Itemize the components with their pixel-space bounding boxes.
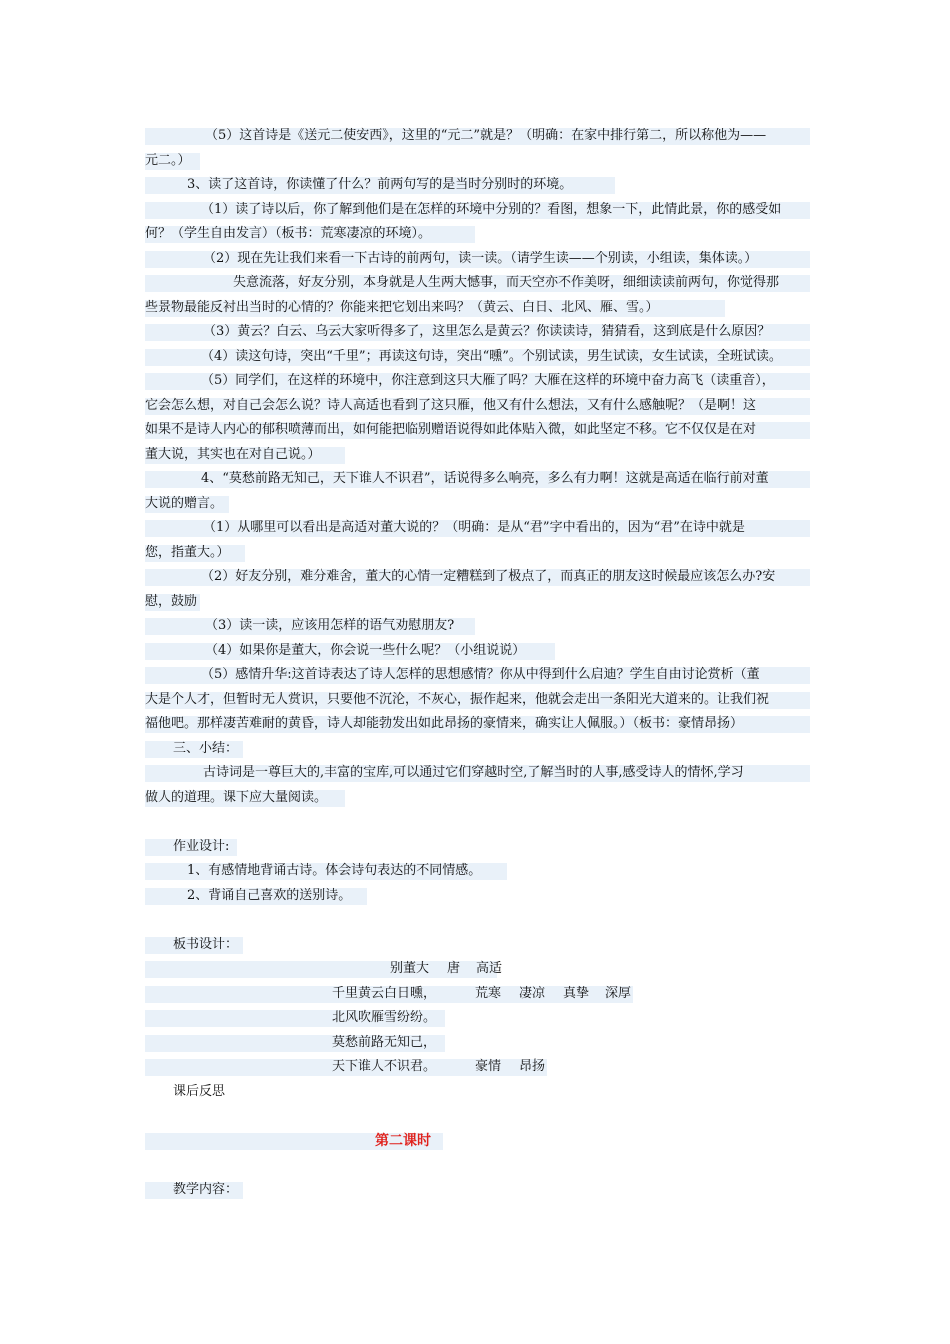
board-poem-line: 莫愁前路无知己， [332,1034,437,1050]
text-line [145,418,810,443]
section-title: 第二课时 [375,1132,431,1149]
board-note: 荒寒 [475,985,502,1001]
text-line [145,835,810,860]
line-text: （3）读一读，应该用怎样的语气劝慰朋友? [205,618,455,633]
line-text: 板书设计： [173,936,239,952]
board-row [145,1031,810,1056]
board-row [145,1006,810,1031]
board-note: 豪情 [475,1059,502,1074]
after-class-reflection: 课后反思 [173,1083,226,1099]
line-text: 董大说，其实也在对自己说。） [145,446,321,462]
text-line [145,516,810,541]
document-page [145,124,810,1202]
board-note: 深厚 [605,985,632,1001]
board-row [145,982,810,1007]
text-line [145,492,810,517]
line-text: （5）这首诗是《送元二使安西》，这里的“元二”就是？（明确：在家中排行第二，所以称他为—— [205,128,767,143]
line-text: 何？（学生自由发言）（板书：荒寒凄凉的环境）。 [145,226,432,241]
line-text: （2）好友分别，难分难舍，董大的心情一定糟糕到了极点了，而真正的朋友这时候最应该怎么办?安 [201,569,776,584]
text-line [145,884,810,909]
board-poem-title: 别董大 [390,961,430,976]
line-text: 古诗词是一尊巨大的,丰富的宝库,可以通过它们穿越时空,了解当时的人事,感受诗人的情怀,学习 [203,765,744,780]
text-line [145,149,810,174]
text-line [145,369,810,394]
text-line [145,345,810,370]
line-text: 3、读了这首诗，你读懂了什么？前两句写的是当时分别时的环境。 [187,177,573,192]
text-line [145,222,810,247]
text-line [145,443,810,468]
board-poem-line: 北风吹雁雪纷纷。 [332,1010,437,1025]
line-text: 如果不是诗人内心的郁积喷薄而出，如何能把临别赠语说得如此体贴入微，如此坚定不移。它不仅仅是在对 [145,422,757,437]
text-line [145,320,810,345]
line-text: 慰，鼓励 [145,593,198,609]
line-text: （5）同学们，在这样的环境中，你注意到这只大雁了吗？大雁在这样的环境中奋力高飞（读重音）， [201,373,775,388]
text-line [145,271,810,296]
line-text: 大是个人才，但暂时无人赏识，只要他不沉沦，不灰心，振作起来，他就会走出一条阳光大道来的。让我们祝 [145,691,770,707]
text-line [145,247,810,272]
blank-line [145,1104,810,1129]
blank-line [145,1153,810,1178]
text-line [145,663,810,688]
text-line [145,198,810,223]
teaching-content-label: 教学内容： [173,1181,239,1197]
line-text: （5）感情升华:这首诗表达了诗人怎样的思想感情？你从中得到什么启迪？学生自由讨论赏析（董 [201,667,760,682]
after-class-line [145,1080,810,1105]
text-line [145,541,810,566]
text-line [145,712,810,737]
line-text: 2、背诵自己喜欢的送别诗。 [187,887,352,903]
board-note: 真挚 [563,985,590,1001]
line-text: 1、有感情地背诵古诗。体会诗句表达的不同情感。 [187,863,482,878]
board-poem-line: 千里黄云白日曛， [332,985,437,1001]
text-line [145,173,810,198]
text-line [145,467,810,492]
blank-line [145,810,810,835]
line-text: 它会怎么想，对自己会怎么说？诗人高适也看到了这只雁，他又有什么想法，又有什么感触呢？（是啊！这 [145,397,757,413]
board-row [145,1055,810,1080]
text-line [145,394,810,419]
line-text: （2）现在先让我们来看一下古诗的前两句，读一读。（请学生读——个别读，小组读，集体读。） [203,250,758,266]
line-text: 作业设计: [173,838,230,854]
line-text: （4）读这句诗，突出“千里”；再读这句诗，突出“曛”。个别试读，男生试读，女生试读，全班试读。 [201,348,782,364]
text-line [145,639,810,664]
blank-line [145,908,810,933]
text-line [145,859,810,884]
line-text: （3）黄云？白云、乌云大家听得多了，这里怎么是黄云？你读读诗，猜猜看，这到底是什么原因？ [203,324,771,339]
text-line [145,124,810,149]
line-text: 4、“莫愁前路无知己，天下谁人不识君”，话说得多么响亮，多么有力啊！这就是高适在临行前对董 [201,471,769,486]
line-text: 大说的赠言。 [145,495,224,511]
line-text: 些景物最能反衬出当时的心情的？你能来把它划出来吗？（黄云、白日、北风、雁、雪。） [145,299,659,315]
line-text: 失意流落，好友分别，本身就是人生两大憾事，而天空亦不作美呀，细细读读前两句，你觉得那 [233,275,780,290]
section-title-line [145,1129,810,1154]
board-author: 高适 [476,961,503,976]
text-line [145,737,810,762]
text-line [145,590,810,615]
line-text: 元二。） [145,152,191,168]
line-text: 做人的道理。课下应大量阅读。 [145,789,328,805]
board-title-line [145,957,810,982]
text-line [145,296,810,321]
content-label-line [145,1178,810,1203]
line-text: 您，指董大。） [145,544,230,560]
board-poem-line: 天下谁人不识君。 [332,1059,437,1074]
text-line [145,688,810,713]
board-note: 昂扬 [519,1059,546,1074]
board-dynasty: 唐 [447,961,461,976]
line-text: （4）如果你是董大，你会说一些什么呢？（小组说说） [205,642,526,658]
text-line [145,761,810,786]
text-line [145,565,810,590]
line-text: 福他吧。那样凄苦难耐的黄昏，诗人却能勃发出如此昂扬的豪情来，确实让人佩服。）（板书：豪情昂扬） [145,716,744,731]
text-line [145,786,810,811]
line-text: （1）读了诗以后，你了解到他们是在怎样的环境中分别的？看图，想象一下，此情此景，你的感受如 [201,201,782,217]
line-text: （1）从哪里可以看出是高适对董大说的？（明确：是从“君”字中看出的，因为“君”在诗中就是 [203,520,745,535]
line-text: 三、小结： [173,740,239,756]
text-line [145,614,810,639]
text-line [145,933,810,958]
board-note: 凄凉 [519,985,546,1001]
